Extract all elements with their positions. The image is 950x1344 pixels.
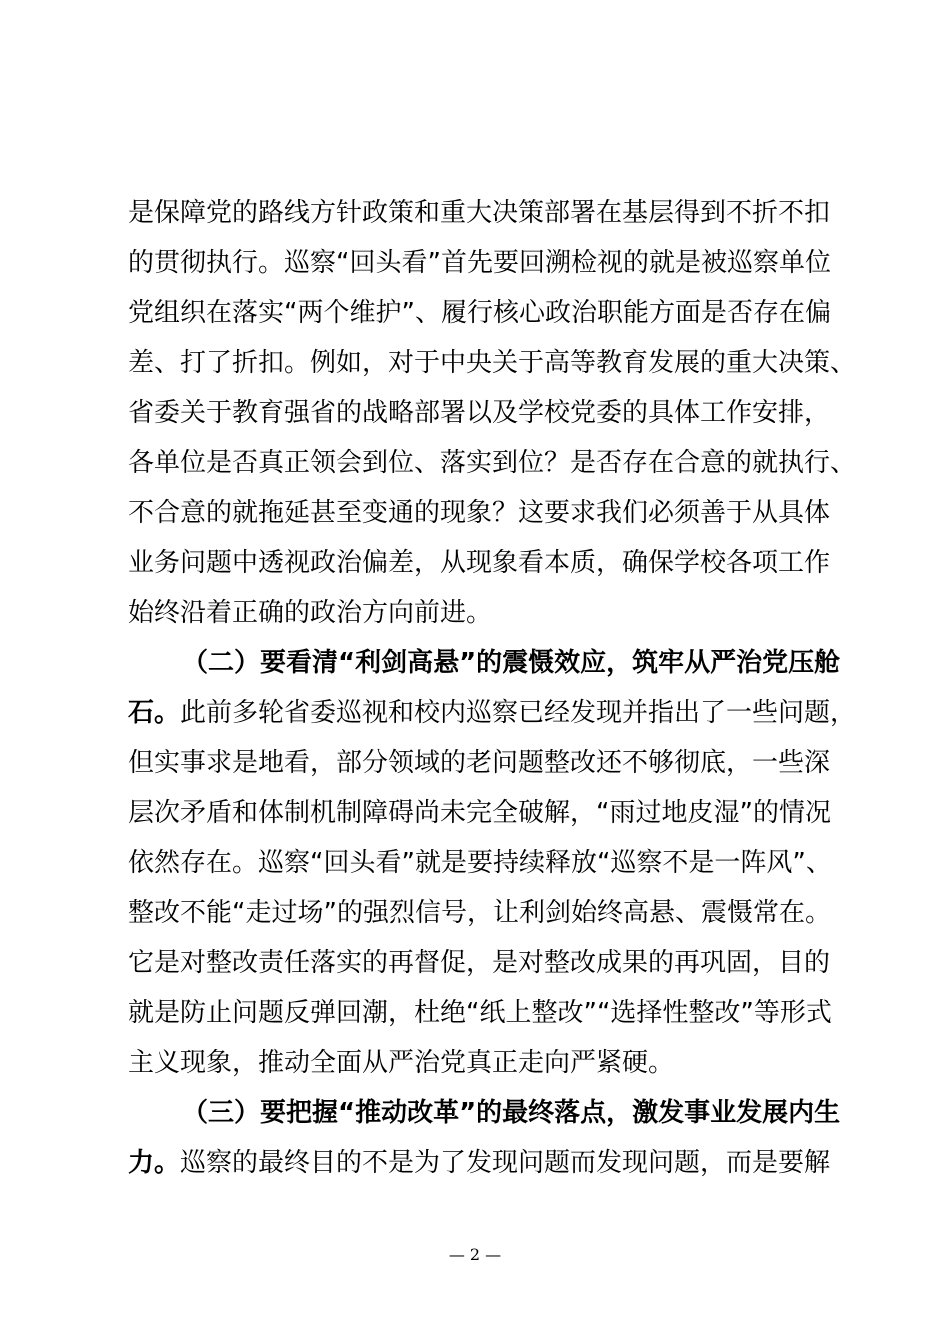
text-line xyxy=(128,888,831,938)
bold-heading-text: （二）要看清“利剑高悬”的震慑效应，筑牢从严治党压舱 xyxy=(182,648,841,678)
text-line xyxy=(128,338,857,388)
text-line xyxy=(128,788,831,838)
body-text: 不合意的就拖延甚至变通的现象？这要求我们必须善于从具体 xyxy=(128,498,831,528)
body-text: 业务问题中透视政治偏差，从现象看本质，确保学校各项工作 xyxy=(128,548,831,578)
body-text: 就是防止问题反弹回潮，杜绝“纸上整改”“选择性整改”等形式 xyxy=(128,998,832,1028)
text-line xyxy=(128,838,832,888)
bold-heading-text: 力。 xyxy=(128,1148,181,1178)
body-text: 但实事求是地看，部分领域的老问题整改还不够彻底，一些深 xyxy=(128,748,831,778)
text-line xyxy=(128,588,825,638)
text-line xyxy=(128,388,831,438)
body-text: 是保障党的路线方针政策和重大决策部署在基层得到不折不扣 xyxy=(128,198,831,228)
body-text: 它是对整改责任落实的再督促，是对整改成果的再巩固，目的 xyxy=(128,948,831,978)
text-line xyxy=(128,538,831,588)
text-line xyxy=(128,688,857,738)
section-heading-line xyxy=(182,638,841,688)
text-line xyxy=(128,988,832,1038)
bold-heading-text: 石。 xyxy=(128,698,181,728)
body-text: 差、打了折扣。例如，对于中央关于高等教育发展的重大决策、 xyxy=(128,348,857,378)
text-line xyxy=(128,238,831,288)
text-line xyxy=(128,488,831,538)
section-heading-line xyxy=(182,1088,841,1138)
body-text: 此前多轮省委巡视和校内巡察已经发现并指出了一些问题， xyxy=(180,698,857,728)
body-text: 始终沿着正确的政治方向前进。 xyxy=(128,598,493,628)
body-text: 依然存在。巡察“回头看”就是要持续释放“巡察不是一阵风”、 xyxy=(128,848,832,878)
text-line xyxy=(128,1138,831,1188)
text-line xyxy=(128,188,831,238)
body-text: 各单位是否真正领会到位、落实到位？是否存在合意的就执行、 xyxy=(128,448,857,478)
text-line xyxy=(128,938,831,988)
text-line xyxy=(128,438,857,488)
body-text: 整改不能“走过场”的强烈信号，让利剑始终高悬、震慑常在。 xyxy=(128,898,831,928)
text-line xyxy=(128,1038,825,1088)
page-number: — 2 — xyxy=(448,1245,502,1264)
body-text: 主义现象，推动全面从严治党真正走向严紧硬。 xyxy=(128,1048,675,1078)
bold-heading-text: （三）要把握“推动改革”的最终落点，激发事业发展内生 xyxy=(182,1098,841,1128)
text-line xyxy=(128,288,831,338)
body-text: 党组织在落实“两个维护”、履行核心政治职能方面是否存在偏 xyxy=(128,298,831,328)
body-text: 的贯彻执行。巡察“回头看”首先要回溯检视的就是被巡察单位 xyxy=(128,248,831,278)
body-text: 巡察的最终目的不是为了发现问题而发现问题，而是要解 xyxy=(180,1148,831,1178)
body-text: 层次矛盾和体制机制障碍尚未完全破解，“雨过地皮湿”的情况 xyxy=(128,798,831,828)
text-line xyxy=(128,738,831,788)
body-text: 省委关于教育强省的战略部署以及学校党委的具体工作安排， xyxy=(128,398,831,428)
